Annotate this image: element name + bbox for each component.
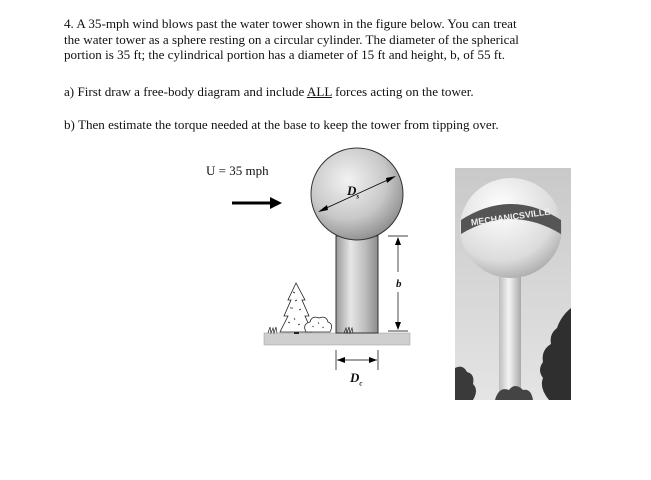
cylinder-diameter-label bbox=[350, 370, 363, 388]
dc-subscript: c bbox=[359, 379, 363, 388]
photo-tank bbox=[460, 178, 562, 278]
dc-arrowhead-right bbox=[369, 357, 377, 363]
sphere-diameter-label bbox=[347, 183, 359, 201]
b-arrowhead-bottom bbox=[395, 322, 401, 330]
problem-line-3: portion is 35 ft; the cylindrical portion has a diameter of 15 ft and height, b, of 55 ft. bbox=[64, 47, 506, 63]
height-label: b bbox=[396, 278, 402, 290]
wind-speed-label: U = 35 mph bbox=[206, 163, 269, 178]
part-a-text-before: a) First draw a free-body diagram and include bbox=[64, 84, 307, 99]
problem-line-2: the water tower as a sphere resting on a circular cylinder. The diameter of the spherical bbox=[64, 31, 519, 47]
photo-tank-text: MECHANICSVILLE bbox=[470, 206, 551, 228]
b-arrowhead-top bbox=[395, 237, 401, 245]
part-a-text-after: forces acting on the tower. bbox=[331, 84, 474, 99]
ds-subscript: s bbox=[356, 192, 360, 201]
part-b-question: b) Then estimate the torque needed at the base to keep the tower from tipping over. bbox=[64, 117, 499, 132]
wind-arrowhead bbox=[270, 197, 282, 209]
problem-line-1: 4. A 35-mph wind blows past the water tower shown in the figure below. You can treat bbox=[64, 16, 517, 31]
ground bbox=[264, 333, 410, 345]
part-a-emphasis: ALL bbox=[306, 84, 332, 99]
bush-drawing bbox=[305, 317, 332, 332]
grass-left bbox=[268, 327, 277, 333]
dc-arrowhead-left bbox=[337, 357, 345, 363]
water-tower-photo bbox=[455, 168, 571, 400]
ds-main: D bbox=[347, 183, 357, 198]
dc-main: D bbox=[350, 370, 360, 385]
cylinder-support bbox=[336, 236, 378, 333]
